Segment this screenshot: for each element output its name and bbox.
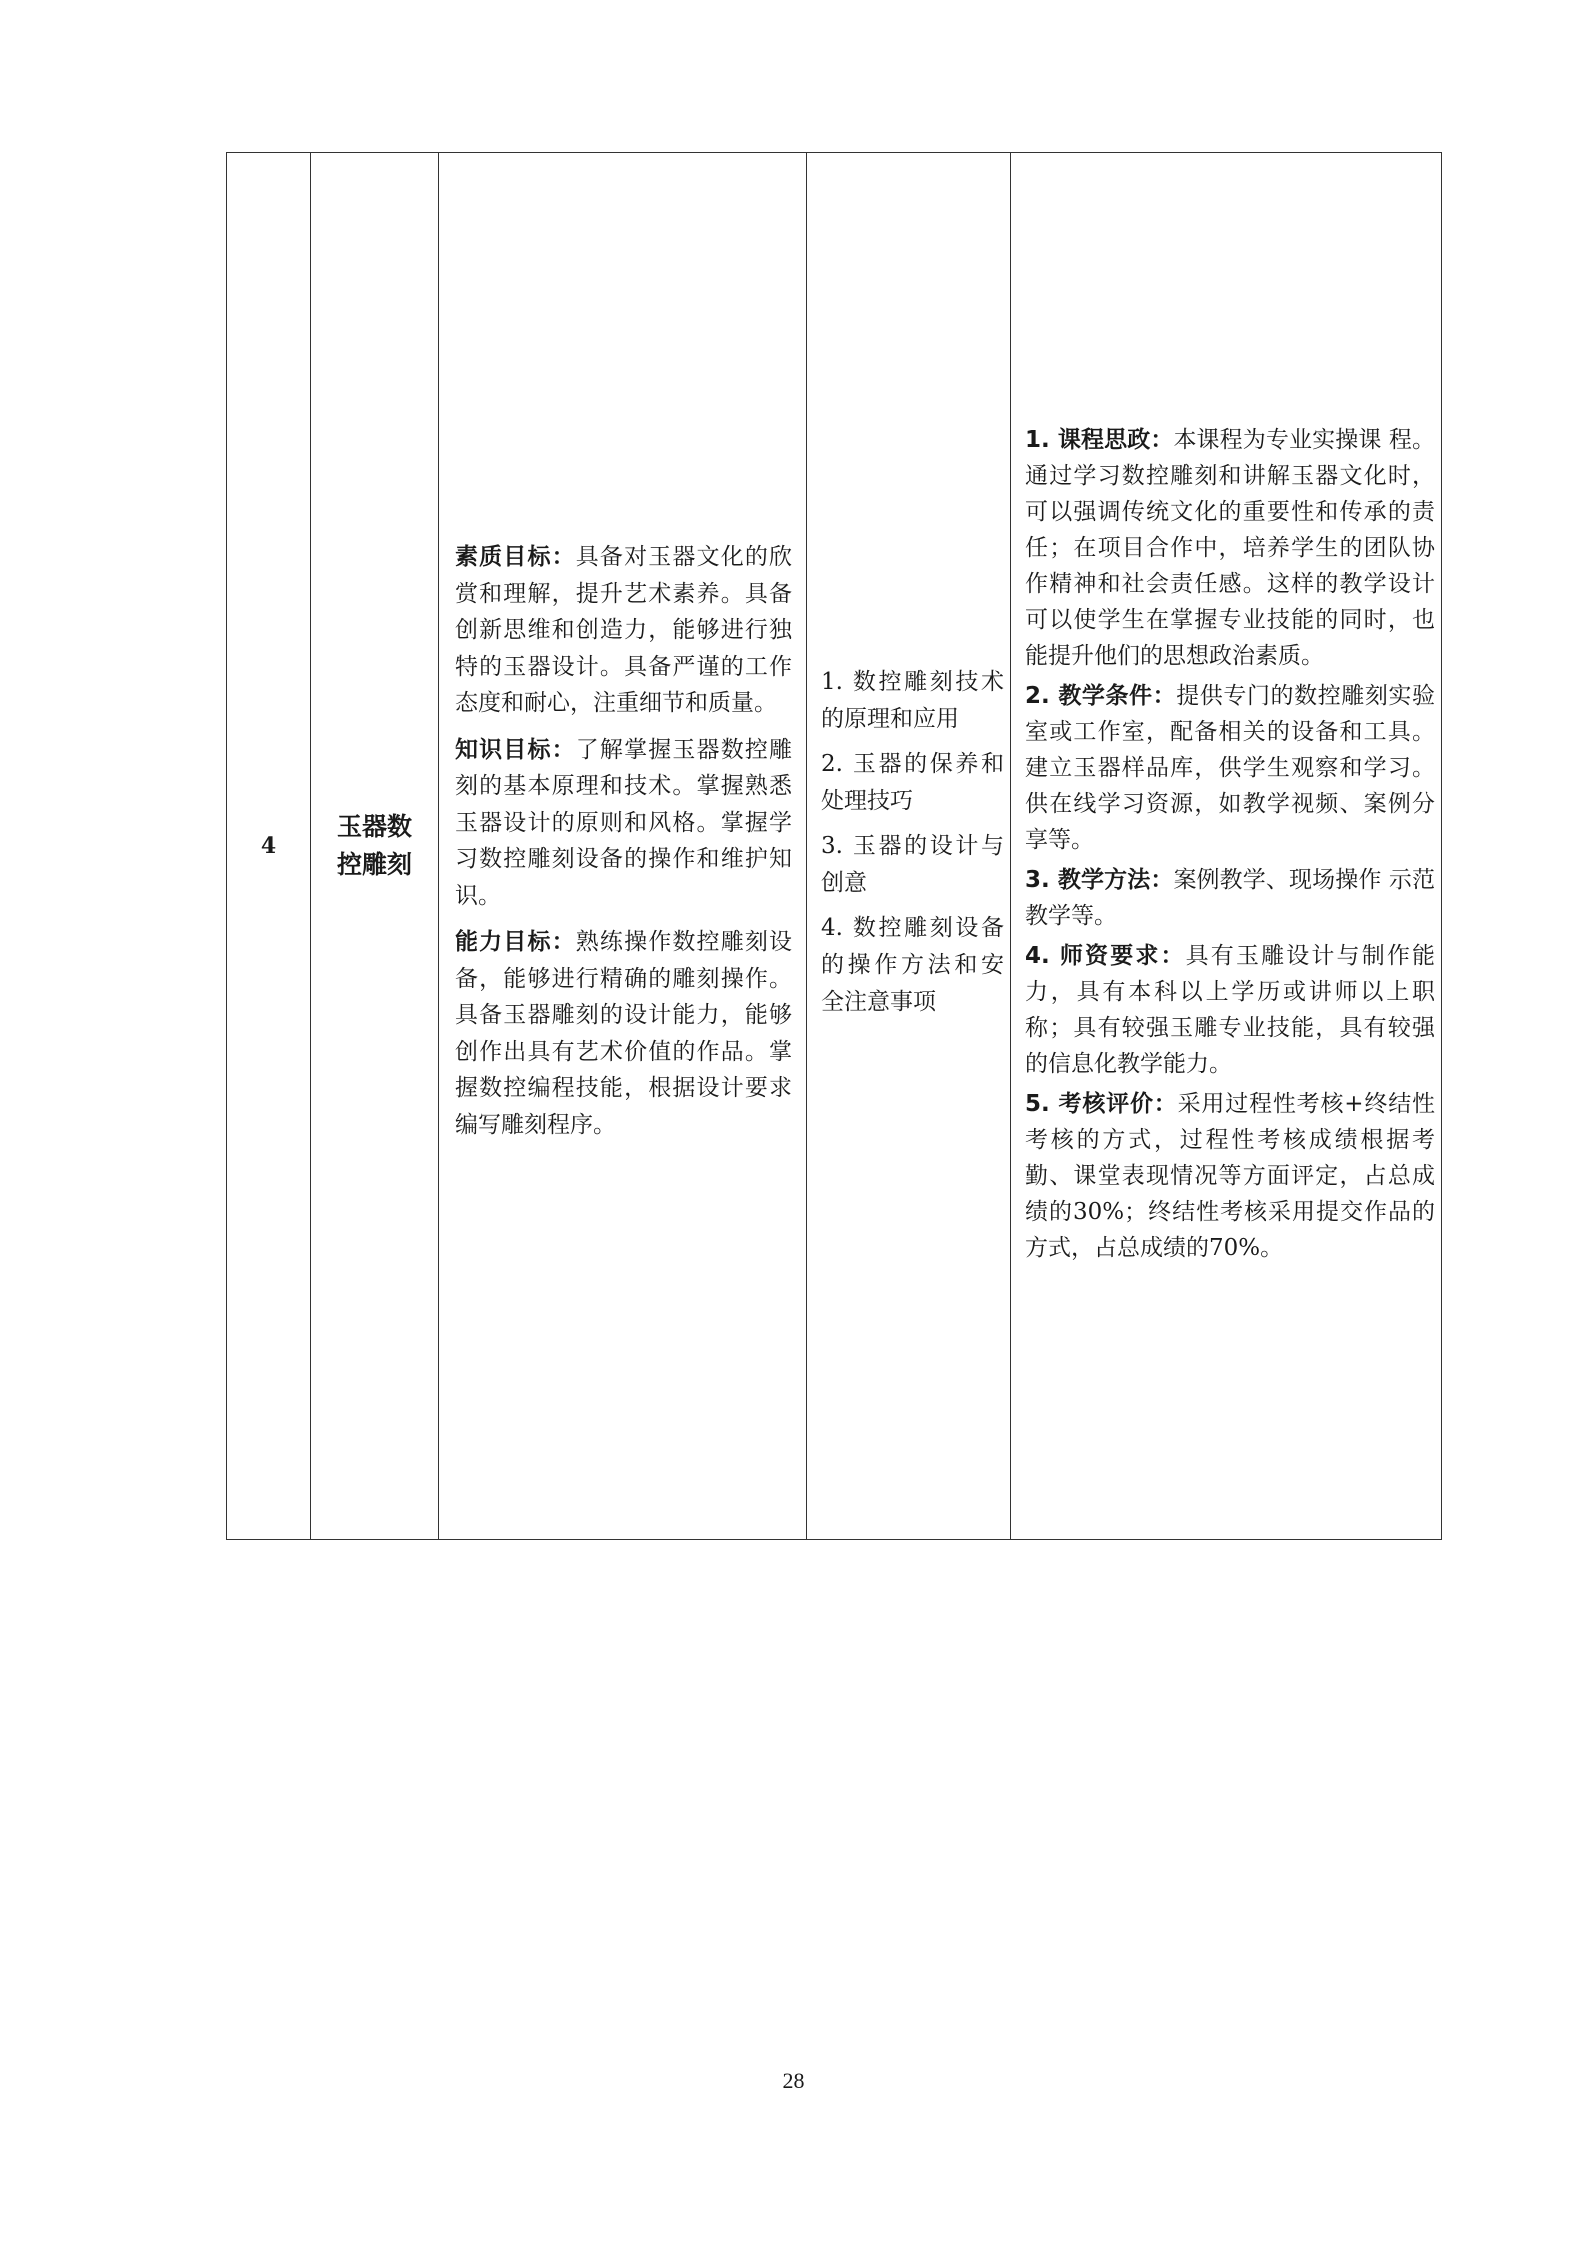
content-item: 1. 数控雕刻技术的原理和应用 (821, 668, 1004, 732)
goal-ability (455, 924, 792, 1143)
page-number: 28 (782, 2068, 805, 2093)
goal-quality-label: 素质目标： (455, 544, 576, 570)
req-assessment (1025, 1086, 1435, 1266)
req-methods (1025, 862, 1435, 934)
course-number: 4 (227, 153, 311, 1540)
req-assessment-text: 采用过程性考核+终结性考核的方式，过程性考核成绩根据考勤、课堂表现情况等方面评定，占总成绩的30%；终结性考核采用提交作品的方式，占总成绩的70%。 (1025, 1091, 1436, 1261)
req-teachers (1025, 938, 1435, 1082)
course-name: 玉器数控雕刻 (311, 153, 439, 1540)
req-teachers-text: 具有玉雕设计与制作能力，具有本科以上学历或讲师以上职称；具有较强玉雕专业技能，具有较强的信息化教学能力。 (1025, 943, 1436, 1077)
content-item: 3. 玉器的设计与创意 (821, 832, 1004, 896)
table-row (227, 153, 1442, 1540)
req-ideology-text: 本课程为专业实操课 程。通过学习数控雕刻和讲解玉器文化时，可以强调传统文化的重要性和传承的责任；在项目合作中，培养学生的团队协作精神和社会责任感。这样的教学设计可以使学生在掌握专业技能的同时，也能提升他们的思想政治素质。 (1025, 427, 1436, 669)
req-conditions-label: 2. 教学条件： (1025, 683, 1177, 709)
req-ideology (1025, 422, 1435, 674)
content-item: 4. 数控雕刻设备的操作方法和安全注意事项 (821, 914, 1004, 1015)
curriculum-table (226, 152, 1442, 1540)
req-conditions (1025, 678, 1435, 858)
teaching-requirements-cell (1011, 153, 1442, 1540)
req-ideology-label: 1. 课程思政： (1025, 427, 1174, 453)
req-assessment-label: 5. 考核评价： (1025, 1091, 1178, 1117)
goal-ability-text: 熟练操作数控雕刻设备，能够进行精确的雕刻操作。具备玉器雕刻的设计能力，能够创作出具有艺术价值的作品。掌握数控编程技能，根据设计要求编写雕刻程序。 (455, 929, 793, 1138)
goal-knowledge-label: 知识目标： (455, 736, 576, 763)
goal-quality-text: 具备对玉器文化的欣赏和理解，提升艺术素养。具备创新思维和创造力，能够进行独特的玉器设计。具备严谨的工作态度和耐心，注重细节和质量。 (455, 544, 793, 716)
goal-quality (455, 539, 792, 722)
req-methods-text: 案例教学、现场操作 示范教学等。 (1025, 867, 1436, 929)
req-methods-label: 3. 教学方法： (1025, 867, 1174, 893)
req-teachers-label: 4. 师资要求： (1025, 943, 1186, 969)
goal-ability-label: 能力目标： (455, 929, 576, 955)
goal-knowledge-text: 了解掌握玉器数控雕刻的基本原理和技术。掌握熟悉玉器设计的原则和风格。掌握学习数控雕刻设备的操作和维护知识。 (455, 736, 793, 909)
course-goals-cell (439, 153, 807, 1540)
course-contents-cell (807, 153, 1011, 1540)
goal-knowledge (455, 732, 792, 915)
req-conditions-text: 提供专门的数控雕刻实验室或工作室，配备相关的设备和工具。建立玉器样品库，供学生观察和学习。供在线学习资源，如教学视频、案例分享等。 (1025, 683, 1435, 853)
content-item: 2. 玉器的保养和处理技巧 (821, 750, 1004, 814)
